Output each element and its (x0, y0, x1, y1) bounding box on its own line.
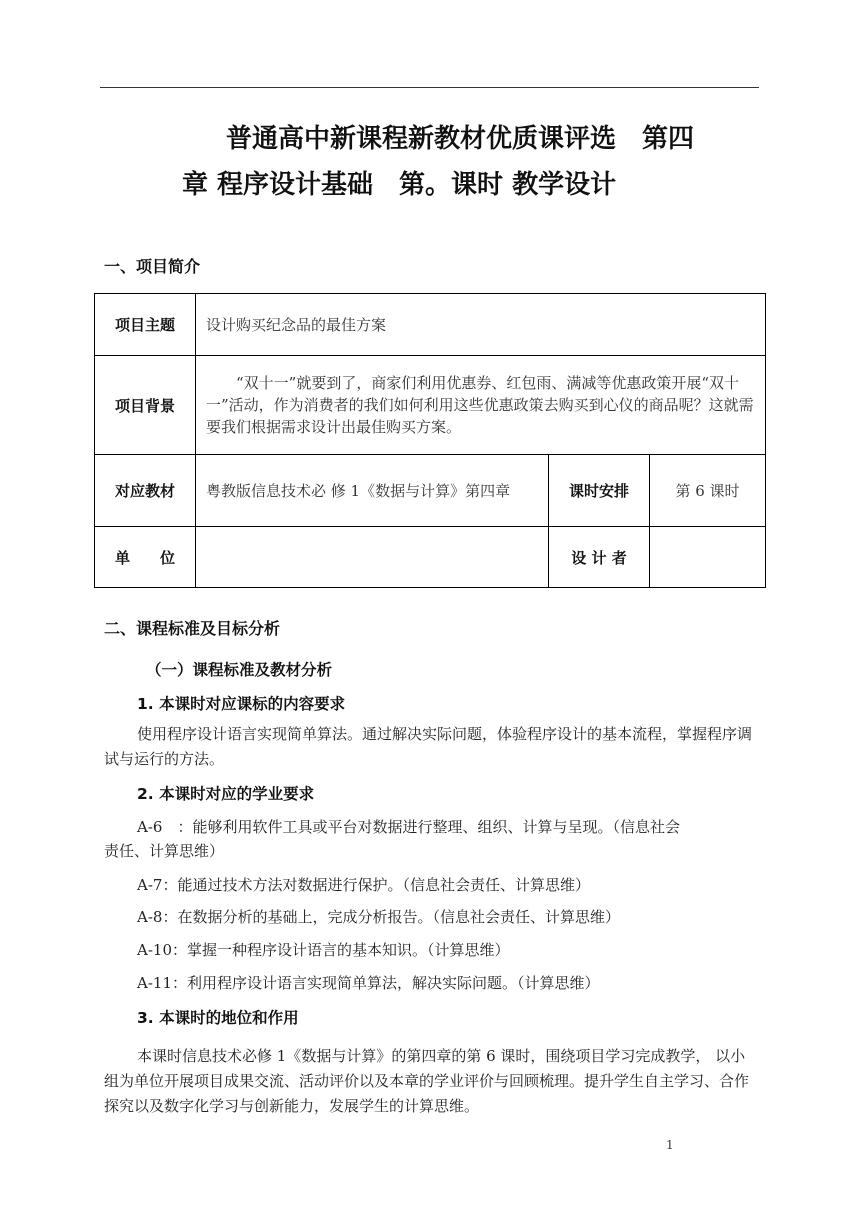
item1-heading: 1. 本课时对应课标的内容要求 (137, 695, 346, 713)
project-info-table (94, 293, 766, 588)
theme-value: 设计购买纪念品的最佳方案 (196, 294, 766, 356)
table-row (95, 527, 766, 588)
designer-label: 设 计 者 (549, 527, 650, 588)
table-row (95, 455, 766, 527)
item1-text: 使用程序设计语言实现简单算法。通过解决实际问题，体验程序设计的基本流程，掌握程序调试与运行的方法。 (104, 725, 753, 768)
requirement-a6: A-6 ：能够利用软件工具或平台对数据进行整理、组织、计算与呈现。（信息社会 (137, 818, 680, 836)
section2-heading: 二、课程标准及目标分析 (104, 619, 281, 638)
doc-title-line1: 普通高中新课程新教材优质课评选 第四 (225, 124, 694, 154)
background-value: “双十一”就要到了，商家们利用优惠券、红包雨、满减等优惠政策开展“双十一”活动，作为消费者的我们如何利用这些优惠政策去购买到心仪的商品呢？这就需要我们根据需求设计出最佳购买方案。 (196, 356, 766, 455)
page-number: 1 (666, 1138, 674, 1152)
unit-label: 单 位 (95, 527, 196, 588)
table-row (95, 294, 766, 356)
header-rule (100, 87, 759, 88)
section2-subheading: （一）课程标准及教材分析 (146, 661, 333, 679)
requirement-a7: A-7：能通过技术方法对数据进行保护。（信息社会责任、计算思维） (137, 876, 590, 894)
item3-heading: 3. 本课时的地位和作用 (137, 1009, 299, 1027)
doc-title-line2: 章 程序设计基础 第。课时 教学设计 (182, 170, 617, 200)
textbook-value: 粤教版信息技术必 修 1《数据与计算》第四章 (196, 455, 549, 527)
item3-text: 本课时信息技术必修 1《数据与计算》的第四章的第 6 课时，围绕项目学习完成教学， 以小组为单位开展项目成果交流、活动评价以及本章的学业评价与回顾梳理。提升学生自主学习、合作探究以及数字化学习与创新能力，发展学生的计算思维。 (104, 1047, 750, 1115)
requirement-a8: A-8：在数据分析的基础上，完成分析报告。（信息社会责任、计算思维） (137, 908, 620, 926)
schedule-value: 第 6 课时 (650, 455, 766, 527)
requirement-a11: A-11：利用程序设计语言实现简单算法，解决实际问题。（计算思维） (137, 974, 600, 992)
schedule-label: 课时安排 (549, 455, 650, 527)
background-label: 项目背景 (95, 356, 196, 455)
theme-label: 项目主题 (95, 294, 196, 356)
item2-heading: 2. 本课时对应的学业要求 (137, 785, 315, 803)
textbook-label: 对应教材 (95, 455, 196, 527)
requirement-a10: A-10：掌握一种程序设计语言的基本知识。（计算思维） (137, 941, 510, 959)
requirement-a6-cont: 责任、计算思维） (104, 842, 225, 860)
table-row (95, 356, 766, 455)
section1-heading: 一、项目简介 (104, 257, 201, 276)
unit-value (196, 527, 549, 588)
designer-value (650, 527, 766, 588)
